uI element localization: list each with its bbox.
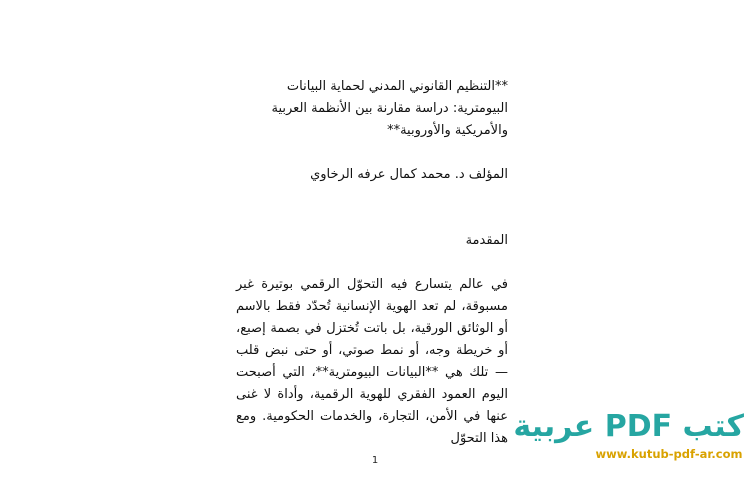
watermark-logo: كتب PDF عربية <box>513 409 744 444</box>
author-line: المؤلف د. محمد كمال عرفه الرخاوي <box>310 167 508 182</box>
watermark <box>513 408 744 462</box>
body-paragraph: في عالم يتسارع فيه التحوّل الرقمي بوتيرة غير مسبوقة، لم تعد الهوية الإنسانية تُحدّد فقط بالاسم أو الوثائق الورقية، بل باتت تُختزل في بصمة إصبع، أو خريطة وجه، أو نمط صوتي، أو حتى نبض قلب — تلك هي **البيانات البيومترية**، التي أصبحت اليوم العمود الفقري للهوية الرقمية، وأداة لا غنى عنها في الأمن، التجارة، والخدمات الحكومية. ومع هذا التحوّل <box>236 277 508 446</box>
document-title: **التنظيم القانوني المدني لحماية البيانات البيومترية: دراسة مقارنة بين الأنظمة العربية والأمريكية والأوروبية** <box>271 79 508 138</box>
watermark-url: www.kutub-pdf-ar.com <box>595 447 743 461</box>
page-number: 1 <box>371 455 379 466</box>
document-text <box>236 76 508 450</box>
section-heading: المقدمة <box>465 233 508 248</box>
